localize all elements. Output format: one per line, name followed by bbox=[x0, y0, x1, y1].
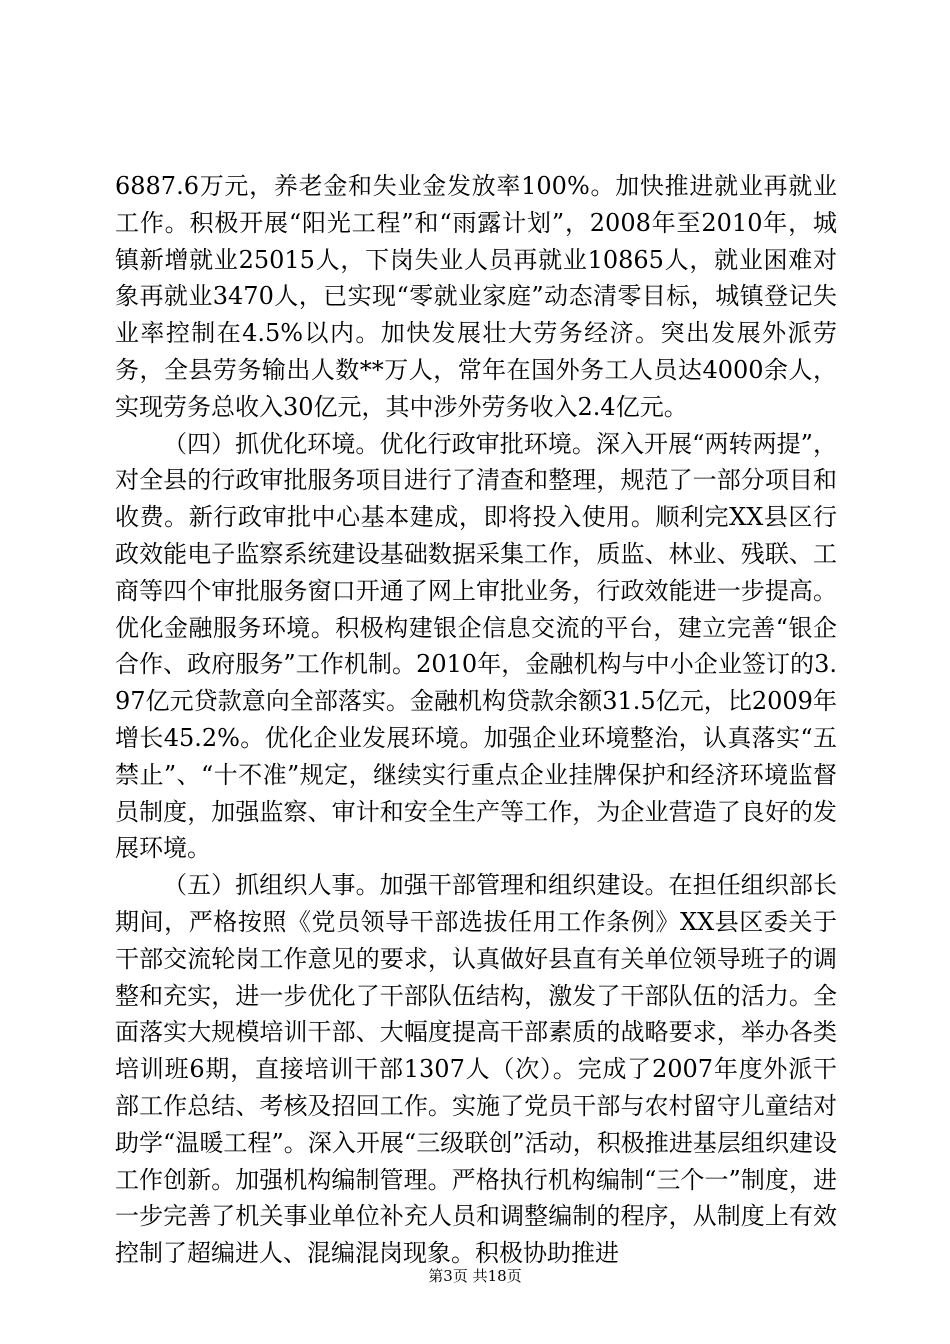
page-number-footer: 第3页 共18页 bbox=[428, 1267, 522, 1285]
paragraph-organization-personnel: （五）抓组织人事。加强干部管理和组织建设。在担任组织部长期间，严格按照《党员领导干部选拔任用工作条例》XX县区委关于干部交流轮岗工作意见的要求，认真做好县直有关单位领导班子的调整和充实，进一步优化了干部队伍结构，激发了干部队伍的活力。全面落实大规模培训干部、大幅度提高干部素质的战略要求，举办各类培训班6期，直接培训干部1307人（次）。完成了2007年度外派干部工作总结、考核及招回工作。实施了党员干部与农村留守儿童结对助学“温暖工程”。深入开展“三级联创”活动，积极推进基层组织建设工作创新。加强机构编制管理。严格执行机构编制“三个一”制度，进一步完善了机关事业单位补充人员和调整编制的程序，从制度上有效控制了超编进人、混编混岗现象。积极协助推进 bbox=[115, 871, 837, 1268]
document-body bbox=[115, 168, 837, 1272]
paragraph-optimize-environment: （四）抓优化环境。优化行政审批环境。深入开展“两转两提”，对全县的行政审批服务项目进行了清查和整理，规范了一部分项目和收费。新行政审批中心基本建成，即将投入使用。顺利完XX县区行政效能电子监察系统建设基础数据采集工作，质监、林业、残联、工商等四个审批服务窗口开通了网上审批业务，行政效能进一步提高。优化金融服务环境。积极构建银企信息交流的平台，建立完善“银企合作、政府服务”工作机制。2010年，金融机构与中小企业签订的3.97亿元贷款意向全部落实。金融机构贷款余额31.5亿元，比2009年增长45.2%。优化企业发展环境。加强企业环境整治，认真落实“五禁止”、“十不准”规定，继续实行重点企业挂牌保护和经济环境监督员制度，加强监察、审计和安全生产等工作，为企业营造了良好的发展环境。 bbox=[115, 429, 837, 863]
paragraph-employment: 6887.6万元，养老金和失业金发放率100%。加快推进就业再就业工作。积极开展“阳光工程”和“雨露计划”，2008年至2010年，城镇新增就业25015人，下岗失业人员再就业10865人，就业困难对象再就业3470人，已实现“零就业家庭”动态清零目标，城镇登记失业率控制在4.5%以内。加快发展壮大劳务经济。突出发展外派劳务，全县劳务输出人数**万人，常年在国外务工人员达4000余人，实现劳务总收入30亿元，其中涉外劳务收入2.4亿元。 bbox=[115, 172, 837, 421]
